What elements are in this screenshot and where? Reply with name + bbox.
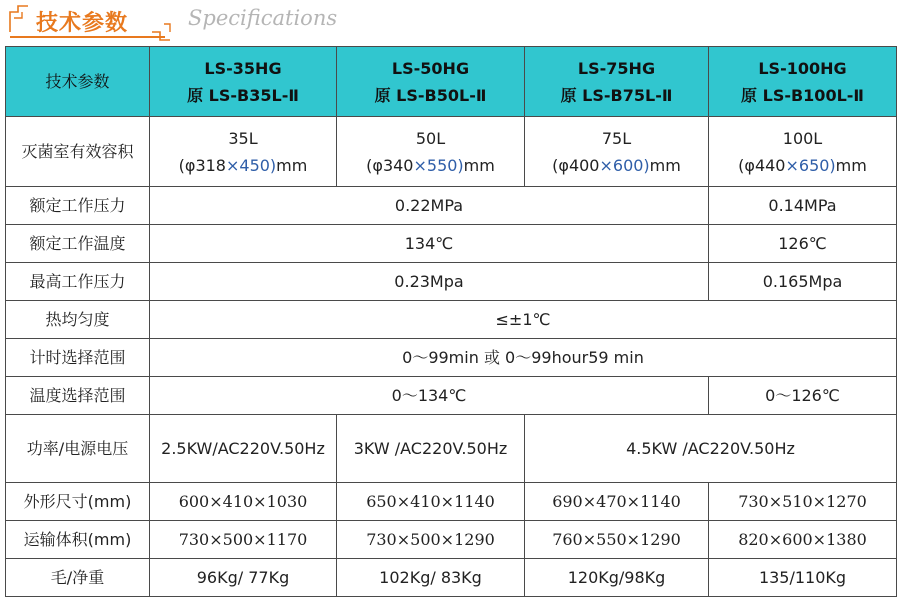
table-row <box>6 117 897 187</box>
value-cell: 134℃ <box>150 225 709 263</box>
chamber-dimensions: (φ340×550)mm <box>366 155 495 175</box>
value-cell: 96Kg/ 77Kg <box>150 559 337 597</box>
corner-ornament-icon <box>8 4 38 34</box>
table-row <box>6 559 897 597</box>
model-column-header <box>709 47 897 117</box>
value-cell: 0～99min 或 0～99hour59 min <box>150 339 897 377</box>
title-underline <box>10 36 165 38</box>
table-row <box>6 225 897 263</box>
row-label: 计时选择范围 <box>6 339 150 377</box>
table-row <box>6 483 897 521</box>
row-label: 功率/电源电压 <box>6 415 150 483</box>
value-cell: 600×410×1030 <box>150 483 337 521</box>
value-cell: 0.22MPa <box>150 187 709 225</box>
chamber-dimensions: (φ400×600)mm <box>552 155 681 175</box>
model-name: LS-35HG <box>204 58 282 78</box>
value-cell: 120Kg/98Kg <box>525 559 709 597</box>
model-original: 原 LS-B100L-Ⅱ <box>741 85 864 105</box>
row-label: 最高工作压力 <box>6 263 150 301</box>
capacity-value: 75L <box>601 128 632 148</box>
section-title: 技术参数 <box>36 11 129 36</box>
value-cell: 102Kg/ 83Kg <box>337 559 525 597</box>
value-cell: 0.165Mpa <box>709 263 897 301</box>
table-header-row <box>6 47 897 117</box>
model-original: 原 LS-B35L-Ⅱ <box>187 85 299 105</box>
capacity-value: 100L <box>782 128 823 148</box>
table-row <box>6 521 897 559</box>
row-label: 运输体积(mm) <box>6 521 150 559</box>
value-cell: 126℃ <box>709 225 897 263</box>
capacity-value: 50L <box>415 128 446 148</box>
value-cell: 730×500×1170 <box>150 521 337 559</box>
value-cell: 3KW /AC220V.50Hz <box>337 415 525 483</box>
model-original: 原 LS-B50L-Ⅱ <box>374 85 487 105</box>
row-label: 外形尺寸(mm) <box>6 483 150 521</box>
corner-ornament-icon <box>150 20 174 44</box>
value-cell: 135/110Kg <box>709 559 897 597</box>
row-label: 毛/净重 <box>6 559 150 597</box>
model-name: LS-50HG <box>391 58 470 78</box>
capacity-value: 35L <box>228 128 258 148</box>
header-label: 技术参数 <box>6 47 150 117</box>
value-cell: ≤±1℃ <box>150 301 897 339</box>
value-cell: 650×410×1140 <box>337 483 525 521</box>
table-row <box>6 415 897 483</box>
value-cell: 0.23Mpa <box>150 263 709 301</box>
section-subtitle: Specifications <box>188 6 338 30</box>
value-cell: 690×470×1140 <box>525 483 709 521</box>
volume-cell <box>709 117 897 187</box>
value-cell: 0～126℃ <box>709 377 897 415</box>
model-name: LS-100HG <box>758 58 847 78</box>
value-cell: 820×600×1380 <box>709 521 897 559</box>
volume-cell <box>150 117 337 187</box>
volume-cell <box>525 117 709 187</box>
value-cell: 0.14MPa <box>709 187 897 225</box>
chamber-dimensions: (φ440×650)mm <box>738 155 867 175</box>
row-label: 灭菌室有效容积 <box>6 117 150 187</box>
model-column-header <box>525 47 709 117</box>
row-label: 热均匀度 <box>6 301 150 339</box>
value-cell: 0～134℃ <box>150 377 709 415</box>
table-row <box>6 339 897 377</box>
value-cell: 730×510×1270 <box>709 483 897 521</box>
section-header <box>0 0 900 46</box>
row-label: 额定工作温度 <box>6 225 150 263</box>
value-cell: 760×550×1290 <box>525 521 709 559</box>
value-cell: 2.5KW/AC220V.50Hz <box>150 415 337 483</box>
row-label: 额定工作压力 <box>6 187 150 225</box>
model-column-header <box>150 47 337 117</box>
table-row <box>6 263 897 301</box>
table-row <box>6 377 897 415</box>
row-label: 温度选择范围 <box>6 377 150 415</box>
volume-cell <box>337 117 525 187</box>
table-row <box>6 187 897 225</box>
chamber-dimensions: (φ318×450)mm <box>178 155 308 175</box>
model-column-header <box>337 47 525 117</box>
model-name: LS-75HG <box>577 58 656 78</box>
value-cell: 4.5KW /AC220V.50Hz <box>525 415 897 483</box>
model-original: 原 LS-B75L-Ⅱ <box>560 85 673 105</box>
table-row <box>6 301 897 339</box>
value-cell: 730×500×1290 <box>337 521 525 559</box>
specifications-table <box>5 46 897 597</box>
